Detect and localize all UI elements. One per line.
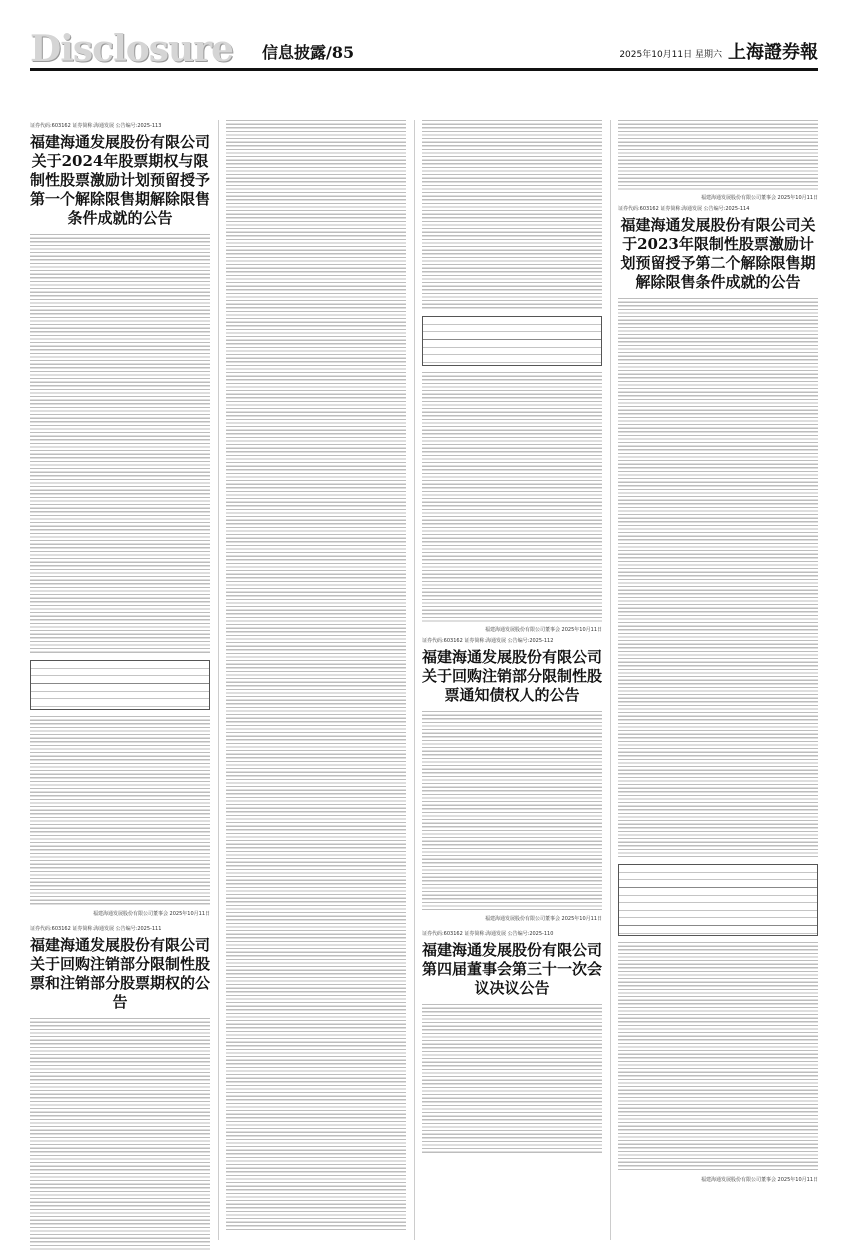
notice-title: 福建海通发展股份有限公司关于2023年限制性股票激励计划预留授予第二个解除限售期解除限售条件成就的公告 (620, 216, 816, 291)
column-divider (610, 120, 611, 1240)
notice-title: 福建海通发展股份有限公司第四届董事会第三十一次会议决议公告 (422, 941, 602, 997)
stock-code-line: 证券代码:603162 证券简称:海通发展 公告编号:2025-111 (30, 926, 162, 932)
column-divider (414, 120, 415, 1240)
signoff: 福建海通发展股份有限公司董事会 2025年10月11日 (700, 1177, 818, 1183)
notice-table (30, 660, 210, 710)
notice-body (618, 298, 818, 858)
notice-title: 福建海通发展股份有限公司关于回购注销部分限制性股票通知债权人的公告 (422, 648, 602, 704)
stock-code-line: 证券代码:603162 证券简称:海通发展 公告编号:2025-110 (422, 931, 554, 937)
notice-table (422, 316, 602, 366)
column-1 (30, 120, 210, 1250)
notice-body (226, 120, 406, 1230)
notice-body (422, 711, 602, 911)
signoff: 福建海通发展股份有限公司董事会 2025年10月11日 (484, 627, 602, 633)
notice-creditor (422, 637, 602, 922)
stock-code-line: 证券代码:603162 证券简称:海通发展 公告编号:2025-112 (422, 638, 554, 644)
issue-date: 2025年10月11日 星期六 (619, 50, 722, 60)
stock-code-line: 证券代码:603162 证券简称:海通发展 公告编号:2025-114 (618, 206, 750, 212)
column-3 (422, 120, 602, 1250)
notice-body (618, 942, 818, 1172)
notice-body (422, 1004, 602, 1154)
notice-repurchase-cancel (30, 925, 210, 1250)
newspaper-name: 上海證券報 (728, 42, 818, 63)
column-divider (218, 120, 219, 1240)
notice-incentive-2023 (618, 205, 818, 1183)
notice-body (422, 372, 602, 622)
notice-title: 福建海通发展股份有限公司关于2024年股票期权与限制性股票激励计划预留授予第一个解除限售期解除限售条件成就的公告 (30, 133, 210, 227)
notice-incentive-2024 (30, 122, 210, 917)
column-2 (226, 120, 406, 1250)
signoff: 福建海通发展股份有限公司董事会 2025年10月11日 (484, 916, 602, 922)
masthead (30, 30, 818, 71)
notice-body (30, 234, 210, 654)
stock-code-line: 证券代码:603162 证券简称:海通发展 公告编号:2025-113 (30, 123, 162, 129)
notice-body (30, 1018, 210, 1250)
notice-title: 福建海通发展股份有限公司关于回购注销部分限制性股票和注销部分股票期权的公告 (30, 936, 210, 1011)
notice-table (618, 864, 818, 936)
notice-board-resolution (422, 930, 602, 1154)
signoff: 福建海通发展股份有限公司董事会 2025年10月11日 (92, 911, 210, 917)
notice-body (618, 120, 818, 190)
signoff: 福建海通发展股份有限公司董事会 2025年10月11日 (700, 195, 818, 201)
notice-body (30, 716, 210, 906)
section-title: 信息披露/85 (262, 43, 355, 62)
notice-body (422, 120, 602, 310)
column-4 (618, 120, 818, 1250)
disclosure-logo: Disclosure (30, 28, 234, 70)
